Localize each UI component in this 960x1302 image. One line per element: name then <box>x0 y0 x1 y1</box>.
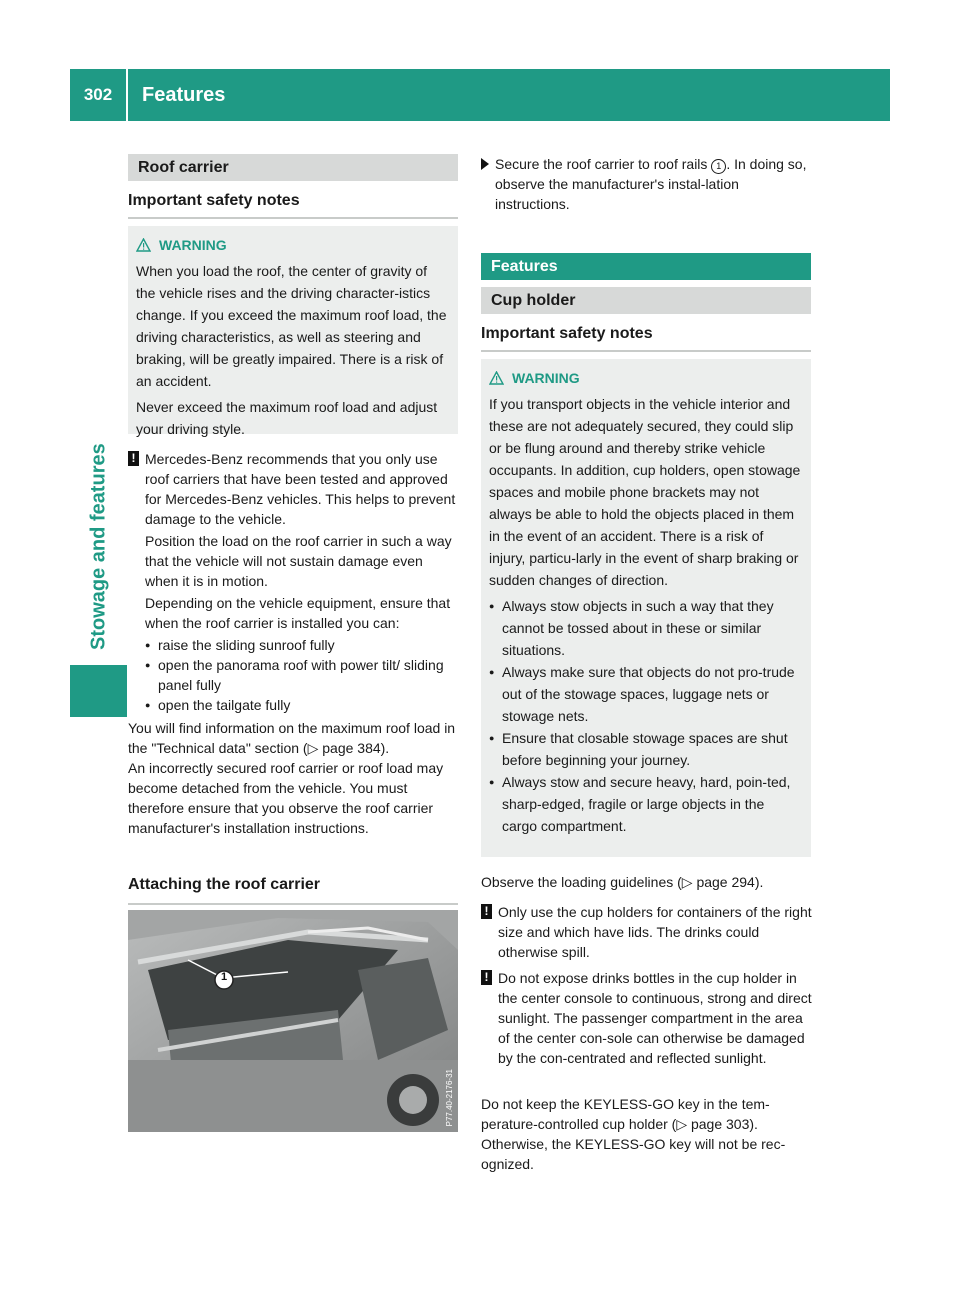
page-number: 302 <box>70 69 128 121</box>
notice-drinks-sunlight <box>481 968 813 1070</box>
loading-guidelines <box>481 872 813 892</box>
callout-number-icon: 1 <box>711 159 726 174</box>
subheading-attaching-roof-carrier: Attaching the roof carrier <box>128 876 458 905</box>
loading-guidelines-text: Observe the loading guidelines (▷ page 294). <box>481 874 764 890</box>
section-heading-features: Features <box>481 253 811 280</box>
list-item: ● open the panorama roof with power tilt/ sliding panel fully <box>145 655 460 695</box>
action-arrow-icon <box>481 158 489 170</box>
list-item: ● open the tailgate fully <box>145 695 460 715</box>
warning-title-text: WARNING <box>159 237 227 253</box>
action-secure-roof-carrier <box>481 154 813 214</box>
exclamation-icon: ! <box>128 451 139 466</box>
notice-cup-holder-containers <box>481 902 813 964</box>
vehicle-roof-image <box>128 910 458 1132</box>
warning-box <box>128 226 458 437</box>
subheading-safety-notes: Important safety notes <box>481 325 811 352</box>
warning-bullet-list <box>489 595 801 837</box>
exclamation-icon: ! <box>481 970 492 985</box>
subheading-safety-notes: Important safety notes <box>128 192 458 219</box>
warning-text-2: Never exceed the maximum roof load and adjust your driving style. <box>136 399 438 437</box>
keyless-go-info <box>481 1094 813 1174</box>
warning-text-1: When you load the roof, the center of gravity of the vehicle rises and the driving character-istics change. If you exceed the maximum roof load, the driving characteristics, as well as steering and braking, will be greatly impaired. There is a risk of an accident. <box>136 263 447 389</box>
notice-text-sunlight: Do not expose drinks bottles in the cup holder in the center console to continuous, strong and direct sunlight. The passenger compartment in the area of the center con-sole can otherwise be damaged by the con-centrated and reflected sunlight. <box>498 970 812 1066</box>
list-item: ● raise the sliding sunroof fully <box>145 635 460 655</box>
warning-triangle-icon <box>489 371 504 385</box>
notice-roof-carriers <box>128 449 460 715</box>
notice-text-2: Position the load on the roof carrier in such a way that the vehicle will not sustain damage even when it is in motion. <box>145 533 452 589</box>
list-item: ● Always make sure that objects do not pro-trude out of the stowage spaces, luggage nets or stowage nets. <box>489 661 801 727</box>
action-text-after: . In doing so, observe the manufacturer's instal-lation instructions. <box>495 156 807 212</box>
figure-code: P77.40-2176-31 <box>445 1068 454 1126</box>
notice-text-containers: Only use the cup holders for containers of the right size and which have lids. The drinks could otherwise spill. <box>498 904 812 960</box>
info-text-installation: An incorrectly secured roof carrier or roof load may become detached from the vehicle. You must therefore ensure that you observe the roof carrier manufacturer's installation instructions. <box>128 760 444 836</box>
side-tab-label: Stowage and features <box>87 443 110 650</box>
exclamation-icon: ! <box>481 904 492 919</box>
notice-text-3: Depending on the vehicle equipment, ensure that when the roof carrier is installed you can: <box>145 595 451 631</box>
info-text-technical-data: You will find information on the maximum roof load in the "Technical data" section (▷ page 384). <box>128 720 456 756</box>
roof-carrier-illustration <box>128 910 458 1132</box>
figure-callout-number: 1 <box>220 971 228 983</box>
warning-box <box>481 359 811 857</box>
section-heading-roof-carrier: Roof carrier <box>128 154 458 181</box>
keyless-go-text: Do not keep the KEYLESS-GO key in the tem-perature-controlled cup holder (▷ page 303). Otherwise, the KEYLESS-GO key will not be rec-ognized. <box>481 1096 786 1172</box>
notice-text-1: Mercedes-Benz recommends that you only use roof carriers that have been tested and approved for Mercedes-Benz vehicles. This helps to prevent damage to the vehicle. <box>145 451 456 527</box>
warning-title-text: WARNING <box>512 370 580 386</box>
action-text-before: Secure the roof carrier to roof rails <box>495 156 708 172</box>
side-tab-marker <box>70 665 127 717</box>
warning-title <box>136 234 448 256</box>
list-item: ● Always stow and secure heavy, hard, poin-ted, sharp-edged, fragile or large objects in the cargo compartment. <box>489 771 801 837</box>
list-item: ● Always stow objects in such a way that they cannot be tossed about in these or similar situations. <box>489 595 801 661</box>
section-heading-cup-holder: Cup holder <box>481 287 811 314</box>
warning-triangle-icon <box>136 238 151 252</box>
list-item: ● Ensure that closable stowage spaces are shut before beginning your journey. <box>489 727 801 771</box>
page-header <box>70 69 890 121</box>
warning-text-1: If you transport objects in the vehicle interior and these are not adequately secured, they could slip or be flung around and thereby strike vehicle occupants. In addition, cup holders, open stowage spaces and mobile phone brackets may not always be able to hold the objects placed in them in the event of an accident. There is a risk of injury, particu-larly in the event of sharp braking or sudden changes of direction. <box>489 396 801 588</box>
chapter-title: Features <box>142 83 226 106</box>
info-max-roof-load <box>128 718 460 838</box>
warning-title <box>489 367 801 389</box>
notice-bullet-list <box>145 635 460 715</box>
